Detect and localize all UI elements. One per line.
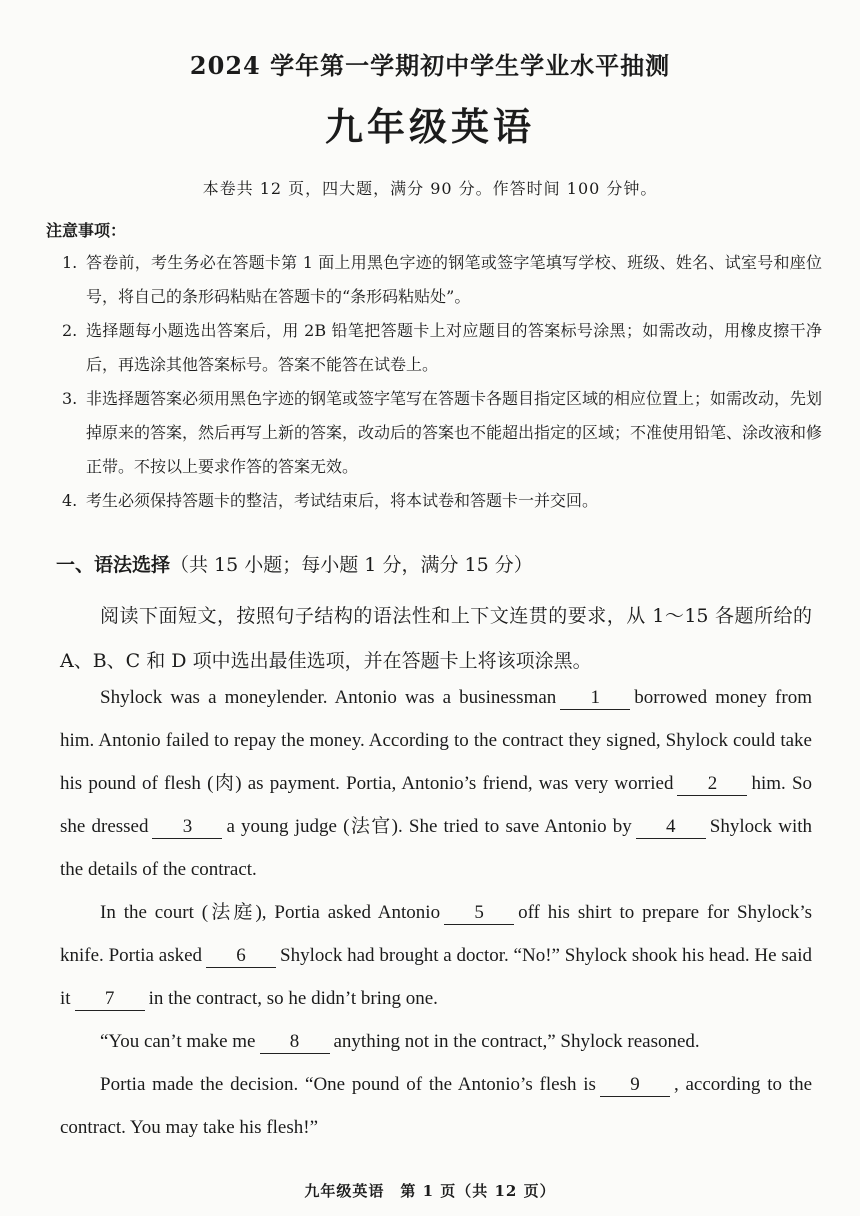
section-subtitle: （共 15 小题；每小题 1 分，满分 15 分） [170,554,533,576]
notice-item [62,484,822,518]
passage-text: in the contract, so he didn’t bring one. [148,988,438,1009]
notice-item-text: 考生必须保持答题卡的整洁，考试结束后，将本试卷和答题卡一并交回。 [86,491,599,510]
notice-item-text: 答卷前，考生务必在答题卡第 1 面上用黑色字迹的钢笔或签字笔填写学校、班级、姓名、试室号和座位号，将自己的条形码粘贴在答题卡的“条形码粘贴处”。 [86,253,822,306]
passage-text: off his shirt to prepare for Shylock’s knife. Portia asked [60,902,812,966]
passage-text: anything not in the contract,” Shylock reasoned. [333,1031,700,1052]
passage-paragraph [60,1020,812,1063]
passage-paragraph [60,891,812,1020]
notice-item-number: 2. [62,321,78,340]
passage-text: a young judge (法官). She tried to save Antonio by [226,816,632,837]
notice-item [62,314,822,382]
page-footer: 九年级英语 第 1 页（共 12 页） [304,1182,556,1200]
answer-blank: 1 [560,687,630,710]
answer-blank: 6 [206,945,276,968]
answer-blank: 4 [636,816,706,839]
subject-title: 九年级英语 [324,104,535,149]
answer-blank: 2 [677,773,747,796]
answer-blank: 9 [600,1074,670,1097]
notice-heading: 注意事项： [46,221,127,240]
notice-item-number: 1. [62,253,78,272]
passage-text: , according to the contract. You may take his flesh!” [60,1074,812,1138]
exam-title: 2024 学年第一学期初中学生学业水平抽测 [189,51,671,80]
notice-item-number: 3. [62,389,78,408]
notice-item-number: 4. [62,491,78,510]
notice-item [62,246,822,314]
notice-item-text: 非选择题答案必须用黑色字迹的钢笔或签字笔写在答题卡各题目指定区域的相应位置上；如需改动，先划掉原来的答案，然后再写上新的答案，改动后的答案也不能超出指定的区域；不准使用铅笔、涂改液和修正带。不按以上要求作答的答案无效。 [86,389,823,476]
passage-text: Shylock was a moneylender. Antonio was a businessman [100,687,557,708]
exam-info: 本卷共 12 页，四大题，满分 90 分。作答时间 100 分钟。 [202,179,658,198]
passage-text: Portia made the decision. “One pound of the Antonio’s flesh is [100,1074,596,1095]
answer-blank: 7 [75,988,145,1011]
passage-text: “You can’t make me [100,1031,256,1052]
passage-text: him. So she dressed [60,773,813,837]
answer-blank: 8 [260,1031,330,1054]
passage-paragraph [60,1063,812,1149]
reading-passage [60,676,812,1149]
notice-item [62,382,822,484]
notice-item-text: 选择题每小题选出答案后，用 2B 铅笔把答题卡上对应题目的答案标号涂黑；如需改动，用橡皮擦干净后，再选涂其他答案标号。答案不能答在试卷上。 [86,321,822,374]
section-instructions: 阅读下面短文，按照句子结构的语法性和上下文连贯的要求，从 1～15 各题所给的 A、B、C 和 D 项中选出最佳选项，并在答题卡上将该项涂黑。 [60,605,812,672]
passage-text: borrowed money from him. Antonio failed to repay the money. According to the contract they signed, Shylock could take his pound of flesh (肉) as payment. Portia, Antonio’s friend, was very worried [60,687,812,794]
section-heading: 一、语法选择 [56,554,171,576]
passage-text: Shylock had brought a doctor. “No!” Shylock shook his head. He said it [60,945,812,1009]
section-title [56,550,533,577]
answer-blank: 3 [152,816,222,839]
passage-text: In the court (法庭), Portia asked Antonio [100,902,441,923]
notice-list [62,246,822,518]
passage-paragraph [60,676,812,891]
passage-text: Shylock with the details of the contract. [60,816,812,880]
answer-blank: 5 [444,902,514,925]
